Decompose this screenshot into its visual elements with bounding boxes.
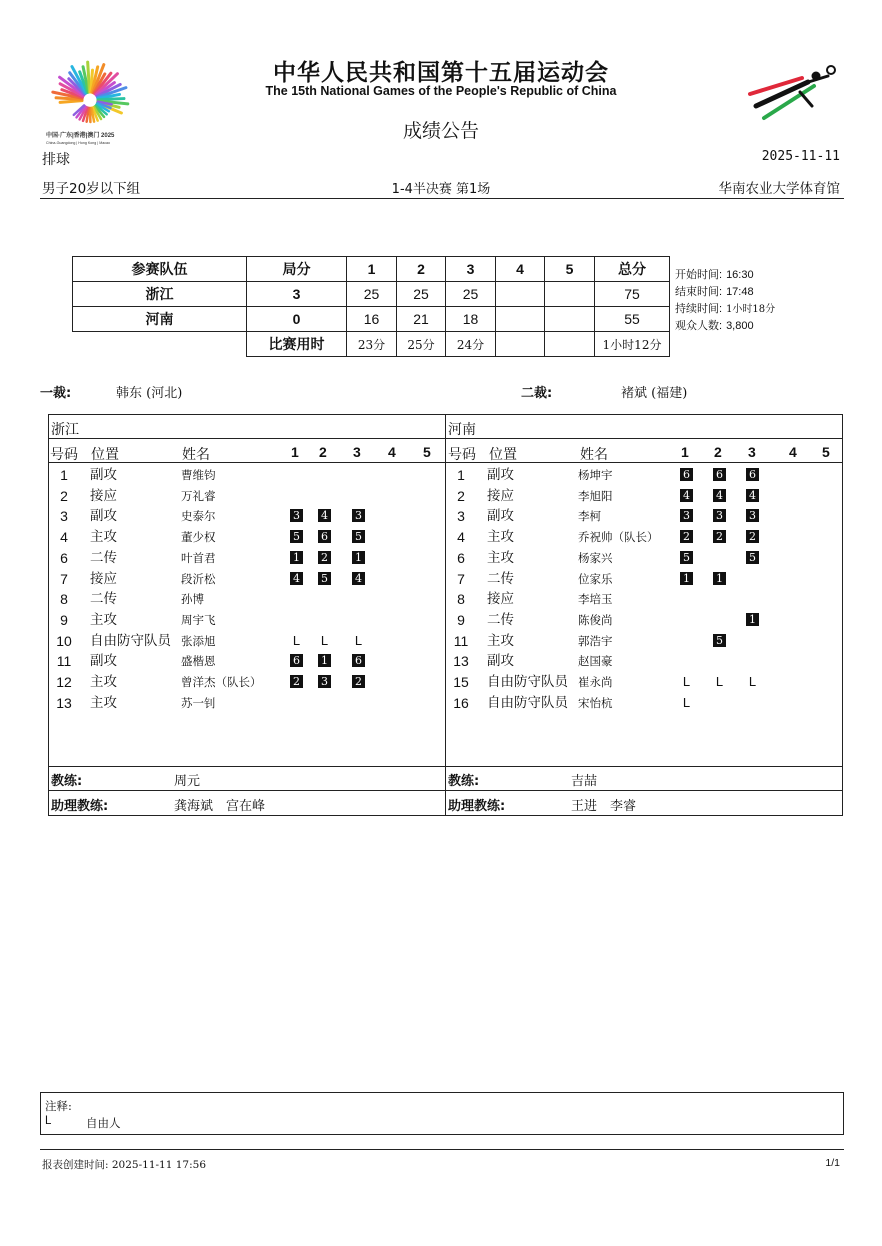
player-name: 杨坤宇 bbox=[578, 468, 613, 482]
team-a-total: 75 bbox=[595, 282, 670, 307]
event-title-en: The 15th National Games of the People's Republic of China bbox=[265, 84, 617, 98]
team-a-coach: 周元 bbox=[174, 774, 201, 789]
player-number: 6 bbox=[457, 549, 465, 566]
player-row bbox=[446, 672, 836, 692]
player-name: 位家乐 bbox=[578, 571, 613, 586]
team-b-set-1: 16 bbox=[347, 307, 397, 332]
team-b-assistant-label: 助理教练: bbox=[448, 799, 506, 814]
player-row bbox=[49, 693, 439, 713]
col-set-3: 3 bbox=[748, 444, 756, 460]
starting-rotation-badge: 1 bbox=[712, 571, 727, 586]
player-row bbox=[49, 651, 439, 671]
player-position: 自由防守队员 bbox=[487, 674, 568, 690]
player-row bbox=[49, 506, 439, 526]
player-number: 8 bbox=[60, 591, 68, 608]
player-name: 李柯 bbox=[578, 509, 601, 524]
libero-mark: L bbox=[354, 632, 363, 648]
starting-rotation-badge: 5 bbox=[712, 633, 727, 648]
player-position: 二传 bbox=[90, 591, 117, 608]
team-b-coach-label: 教练: bbox=[448, 774, 480, 789]
end-time: 结束时间: 17:48 bbox=[675, 286, 754, 298]
score-row-team-b bbox=[73, 307, 670, 332]
starting-rotation-badge: 4 bbox=[679, 488, 694, 503]
starting-rotation-badge: 2 bbox=[289, 674, 304, 689]
starting-rotation-badge: 6 bbox=[351, 653, 366, 668]
player-number: 6 bbox=[60, 549, 68, 566]
player-position: 副攻 bbox=[90, 508, 117, 525]
col-set-2: 2 bbox=[714, 444, 722, 460]
team-b-set-5 bbox=[545, 307, 595, 332]
player-position: 主攻 bbox=[90, 694, 117, 711]
starting-rotation-badge: 1 bbox=[317, 653, 332, 668]
team-b-total: 55 bbox=[595, 307, 670, 332]
team-b-sets-won: 0 bbox=[247, 307, 347, 332]
starting-rotation-badge: 1 bbox=[679, 571, 694, 586]
roster-team-b-name: 河南 bbox=[448, 422, 476, 438]
player-number: 3 bbox=[457, 508, 465, 525]
player-row bbox=[49, 631, 439, 651]
team-b-assistants: 王进 李睿 bbox=[571, 799, 637, 814]
player-name: 乔祝帅（队长） bbox=[578, 530, 659, 545]
starting-rotation-badge: 3 bbox=[745, 508, 760, 523]
header-total: 总分 bbox=[595, 257, 670, 282]
team-a-set-3: 25 bbox=[446, 282, 496, 307]
roster-line bbox=[48, 438, 843, 439]
col-name: 姓名 bbox=[182, 447, 210, 463]
col-set-5: 5 bbox=[423, 444, 431, 460]
player-name: 董少权 bbox=[181, 530, 216, 545]
starting-rotation-badge: 4 bbox=[745, 488, 760, 503]
team-a-set-5 bbox=[545, 282, 595, 307]
sport-name: 排球 bbox=[42, 152, 70, 168]
starting-rotation-badge: 6 bbox=[317, 529, 332, 544]
starting-rotation-badge: 1 bbox=[745, 612, 760, 627]
starting-rotation-badge: 2 bbox=[351, 674, 366, 689]
player-name: 孙博 bbox=[181, 592, 204, 607]
second-referee-label: 二裁: bbox=[521, 386, 553, 401]
logo-caption: 中国·广东|香港|澳门 2025 bbox=[46, 133, 115, 139]
player-number: 2 bbox=[60, 487, 68, 504]
player-name: 赵国豪 bbox=[578, 654, 613, 669]
starting-rotation-badge: 5 bbox=[745, 550, 760, 565]
team-a-set-2: 25 bbox=[397, 282, 446, 307]
first-referee: 韩东 (河北) bbox=[116, 386, 183, 401]
player-position: 接应 bbox=[487, 591, 514, 608]
player-position: 二传 bbox=[90, 549, 117, 566]
player-number: 4 bbox=[457, 529, 465, 546]
player-name: 曾洋杰（队长） bbox=[181, 675, 262, 689]
player-position: 接应 bbox=[90, 570, 117, 587]
player-number: 15 bbox=[453, 674, 469, 690]
notes-box bbox=[40, 1092, 844, 1135]
col-set-4: 4 bbox=[388, 444, 396, 460]
player-row bbox=[49, 465, 439, 485]
header-set-5: 5 bbox=[545, 257, 595, 282]
col-set-1: 1 bbox=[291, 444, 299, 460]
start-time: 开始时间: 16:30 bbox=[675, 269, 754, 281]
team-b-set-4 bbox=[496, 307, 545, 332]
player-number: 12 bbox=[56, 674, 72, 690]
player-name: 李培玉 bbox=[578, 592, 613, 607]
roster-line bbox=[48, 790, 843, 791]
team-a-name: 浙江 bbox=[73, 282, 247, 307]
notes-key: L bbox=[45, 1115, 52, 1127]
player-name: 万礼睿 bbox=[181, 488, 216, 503]
player-name: 苏一钊 bbox=[181, 695, 216, 710]
match-date: 2025-11-11 bbox=[761, 149, 840, 164]
duration-set-2: 25分 bbox=[397, 332, 446, 357]
player-row bbox=[446, 506, 836, 526]
player-row bbox=[446, 651, 836, 671]
player-number: 7 bbox=[457, 570, 465, 587]
starting-rotation-badge: 4 bbox=[317, 508, 332, 523]
col-name: 姓名 bbox=[580, 447, 608, 463]
player-position: 自由防守队员 bbox=[90, 632, 171, 649]
volleyball-pictogram-icon bbox=[742, 62, 842, 122]
col-position: 位置 bbox=[91, 447, 119, 463]
libero-mark: L bbox=[292, 632, 301, 648]
player-name: 张添旭 bbox=[181, 633, 216, 648]
header-team: 参赛队伍 bbox=[73, 257, 247, 282]
player-position: 主攻 bbox=[487, 632, 514, 649]
header-divider bbox=[40, 198, 844, 199]
player-number: 2 bbox=[457, 487, 465, 504]
duration-spacer bbox=[73, 332, 247, 357]
player-position: 副攻 bbox=[90, 467, 117, 483]
starting-rotation-badge: 3 bbox=[289, 508, 304, 523]
player-number: 16 bbox=[453, 694, 469, 711]
player-row bbox=[49, 569, 439, 589]
player-name: 史泰尔 bbox=[181, 509, 216, 524]
libero-mark: L bbox=[748, 674, 757, 689]
team-a-coach-label: 教练: bbox=[51, 774, 83, 789]
starting-rotation-badge: 4 bbox=[351, 571, 366, 586]
duration-set-5 bbox=[545, 332, 595, 357]
player-name: 李旭阳 bbox=[578, 488, 613, 503]
player-row bbox=[446, 569, 836, 589]
team-b-coach: 吉喆 bbox=[571, 774, 598, 789]
col-position: 位置 bbox=[489, 447, 517, 463]
spectators: 观众人数: 3,800 bbox=[675, 320, 754, 332]
libero-mark: L bbox=[682, 674, 691, 689]
player-row bbox=[49, 527, 439, 547]
player-name: 盛楷恩 bbox=[181, 654, 216, 669]
player-number: 10 bbox=[56, 632, 72, 649]
team-b-name: 河南 bbox=[73, 307, 247, 332]
player-name: 陈俊尚 bbox=[578, 612, 613, 627]
player-position: 自由防守队员 bbox=[487, 694, 568, 711]
player-name: 郭浩宇 bbox=[578, 633, 613, 648]
player-name: 段沂松 bbox=[181, 571, 216, 586]
player-position: 二传 bbox=[487, 611, 514, 628]
starting-rotation-badge: 2 bbox=[745, 529, 760, 544]
first-referee-label: 一裁: bbox=[40, 386, 72, 401]
player-name: 曹维钧 bbox=[181, 468, 216, 482]
starting-rotation-badge: 6 bbox=[745, 467, 760, 482]
player-name: 崔永尚 bbox=[578, 675, 613, 689]
col-set-3: 3 bbox=[353, 444, 361, 460]
team-a-assistant-label: 助理教练: bbox=[51, 799, 109, 814]
player-row bbox=[49, 672, 439, 692]
team-a-sets-won: 3 bbox=[247, 282, 347, 307]
notes-value: 自由人 bbox=[86, 1116, 121, 1130]
score-header-row bbox=[73, 257, 670, 282]
player-row bbox=[49, 610, 439, 630]
player-number: 7 bbox=[60, 570, 68, 587]
player-position: 副攻 bbox=[90, 653, 117, 670]
starting-rotation-badge: 1 bbox=[351, 550, 366, 565]
starting-rotation-badge: 5 bbox=[317, 571, 332, 586]
col-set-1: 1 bbox=[681, 444, 689, 460]
player-number: 1 bbox=[457, 467, 465, 483]
starting-rotation-badge: 3 bbox=[351, 508, 366, 523]
header-set-4: 4 bbox=[496, 257, 545, 282]
player-number: 13 bbox=[453, 653, 469, 670]
duration-set-1: 23分 bbox=[347, 332, 397, 357]
player-number: 4 bbox=[60, 529, 68, 546]
player-row bbox=[446, 465, 836, 485]
player-position: 副攻 bbox=[487, 467, 514, 483]
player-number: 13 bbox=[56, 694, 72, 711]
starting-rotation-badge: 6 bbox=[289, 653, 304, 668]
team-a-set-1: 25 bbox=[347, 282, 397, 307]
col-set-2: 2 bbox=[319, 444, 327, 460]
header-set-3: 3 bbox=[446, 257, 496, 282]
starting-rotation-badge: 4 bbox=[712, 488, 727, 503]
player-name: 杨家兴 bbox=[578, 550, 613, 565]
player-position: 副攻 bbox=[487, 508, 514, 525]
player-number: 3 bbox=[60, 508, 68, 525]
player-position: 接应 bbox=[487, 487, 514, 504]
player-number: 9 bbox=[457, 611, 465, 628]
col-number: 号码 bbox=[50, 447, 78, 463]
notes-label: 注释: bbox=[45, 1099, 72, 1113]
player-position: 副攻 bbox=[487, 653, 514, 670]
player-number: 11 bbox=[453, 632, 469, 649]
team-b-set-3: 18 bbox=[446, 307, 496, 332]
player-position: 主攻 bbox=[90, 529, 117, 546]
player-row bbox=[446, 527, 836, 547]
duration-time: 持续时间: 1小时18分 bbox=[675, 303, 776, 315]
player-row bbox=[446, 610, 836, 630]
match-phase: 1-4半决赛 第1场 bbox=[391, 182, 491, 197]
duration-label: 比赛用时 bbox=[247, 332, 347, 357]
logo-subcaption: China-Guangdong | Hong Kong | Macao bbox=[46, 141, 111, 145]
starting-rotation-badge: 6 bbox=[679, 467, 694, 482]
footer-divider bbox=[40, 1149, 844, 1150]
team-b-set-2: 21 bbox=[397, 307, 446, 332]
player-row bbox=[446, 693, 836, 713]
starting-rotation-badge: 5 bbox=[351, 529, 366, 544]
player-name: 周宇飞 bbox=[181, 612, 216, 627]
col-set-5: 5 bbox=[822, 444, 830, 460]
team-a-set-4 bbox=[496, 282, 545, 307]
starting-rotation-badge: 3 bbox=[679, 508, 694, 523]
player-name: 叶首君 bbox=[181, 550, 216, 565]
header-sets: 局分 bbox=[247, 257, 347, 282]
col-set-4: 4 bbox=[789, 444, 797, 460]
player-position: 主攻 bbox=[90, 611, 117, 628]
libero-mark: L bbox=[320, 632, 329, 648]
player-position: 主攻 bbox=[90, 674, 117, 690]
duration-total: 1小时12分 bbox=[595, 332, 670, 357]
duration-set-4 bbox=[496, 332, 545, 357]
roster-line bbox=[48, 462, 843, 463]
roster-line bbox=[48, 766, 843, 767]
starting-rotation-badge: 3 bbox=[712, 508, 727, 523]
player-row bbox=[49, 486, 439, 506]
player-row bbox=[446, 589, 836, 609]
player-position: 二传 bbox=[487, 570, 514, 587]
event-title-cn: 中华人民共和国第十五届运动会 bbox=[273, 60, 609, 86]
starting-rotation-badge: 5 bbox=[289, 529, 304, 544]
player-row bbox=[446, 548, 836, 568]
player-row bbox=[49, 548, 439, 568]
col-number: 号码 bbox=[448, 447, 476, 463]
libero-mark: L bbox=[682, 694, 691, 710]
starting-rotation-badge: 1 bbox=[289, 550, 304, 565]
header-set-1: 1 bbox=[347, 257, 397, 282]
starting-rotation-badge: 2 bbox=[317, 550, 332, 565]
starting-rotation-badge: 3 bbox=[317, 674, 332, 689]
starting-rotation-badge: 6 bbox=[712, 467, 727, 482]
page-number: 1/1 bbox=[825, 1157, 840, 1169]
starting-rotation-badge: 5 bbox=[679, 550, 694, 565]
score-row-team-a bbox=[73, 282, 670, 307]
player-position: 接应 bbox=[90, 487, 117, 504]
starting-rotation-badge: 4 bbox=[289, 571, 304, 586]
duration-row bbox=[73, 332, 670, 357]
libero-mark: L bbox=[715, 674, 724, 689]
player-number: 1 bbox=[60, 467, 68, 483]
header-set-2: 2 bbox=[397, 257, 446, 282]
report-created-time: 报表创建时间: 2025-11-11 17:56 bbox=[42, 1159, 207, 1171]
player-row bbox=[446, 486, 836, 506]
score-table bbox=[72, 256, 670, 357]
player-position: 主攻 bbox=[487, 529, 514, 546]
player-row bbox=[446, 631, 836, 651]
player-number: 9 bbox=[60, 611, 68, 628]
age-group: 男子20岁以下组 bbox=[42, 181, 141, 197]
player-row bbox=[49, 589, 439, 609]
team-a-assistants: 龚海斌 宫在峰 bbox=[174, 799, 266, 814]
document-title: 成绩公告 bbox=[402, 120, 479, 142]
duration-set-3: 24分 bbox=[446, 332, 496, 357]
player-number: 8 bbox=[457, 591, 465, 608]
starting-rotation-badge: 2 bbox=[679, 529, 694, 544]
starting-rotation-badge: 2 bbox=[712, 529, 727, 544]
venue: 华南农业大学体育馆 bbox=[718, 181, 840, 197]
player-name: 宋怡杭 bbox=[578, 695, 613, 710]
player-position: 主攻 bbox=[487, 549, 514, 566]
player-number: 11 bbox=[56, 653, 72, 670]
roster-team-a-name: 浙江 bbox=[51, 422, 79, 438]
second-referee: 褚斌 (福建) bbox=[621, 386, 688, 401]
